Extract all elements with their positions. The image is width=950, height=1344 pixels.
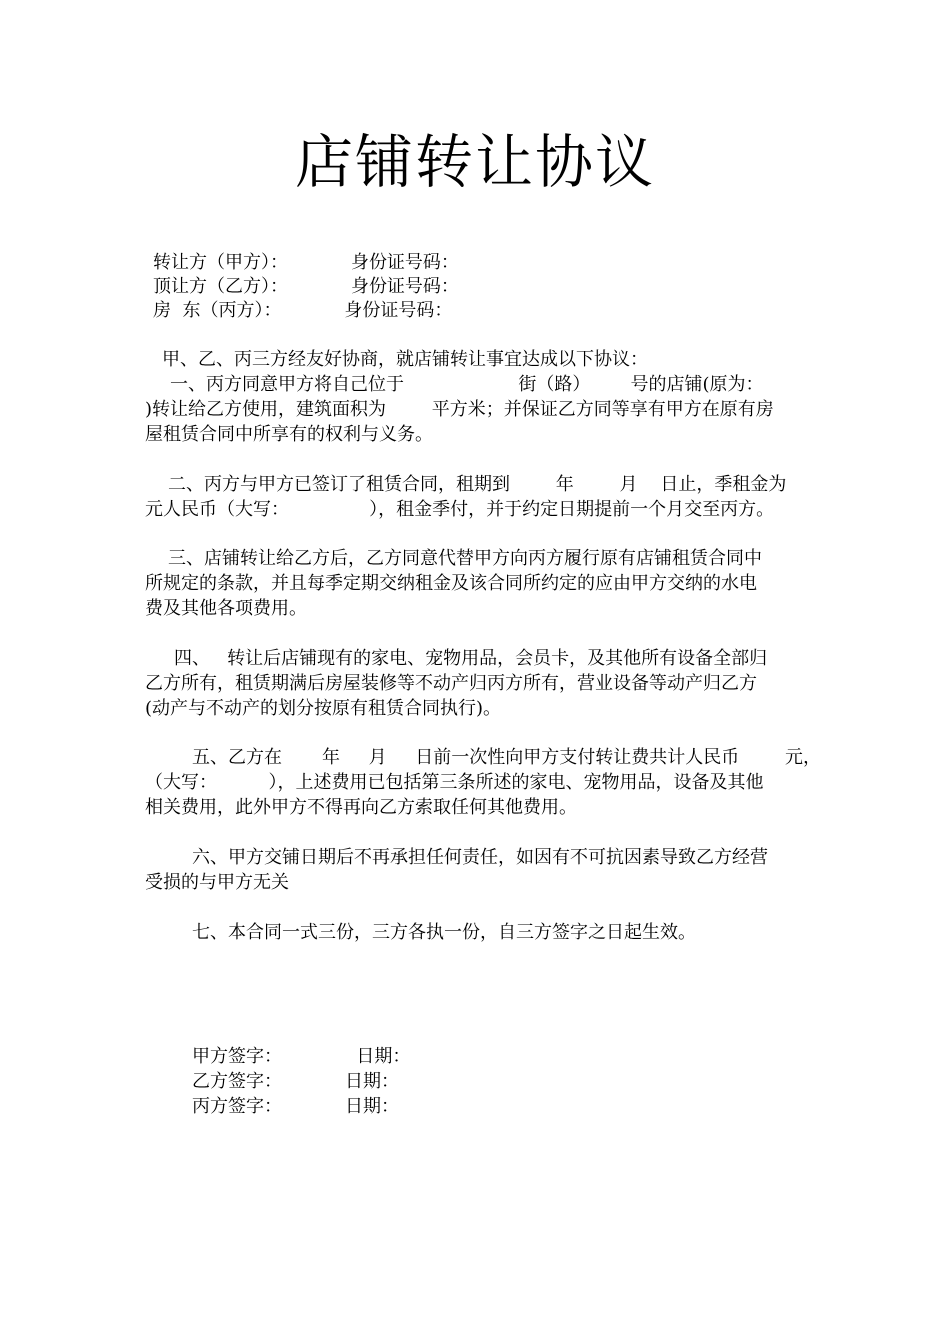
clause-1-line-3: 屋租赁合同中所享有的权利与义务。 [145, 424, 433, 445]
clause-5-line-2: （大写： ），上述费用已包括第三条所述的家电、宠物用品，设备及其他 [145, 772, 764, 793]
party-line-a: 转让方（甲方）： 身份证号码： [153, 252, 459, 273]
contract-title: 店铺转让协议 [294, 128, 655, 196]
clause-4-line-3: (动产与不动产的划分按原有租赁合同执行)。 [145, 698, 502, 719]
clause-7: 七、本合同一式三份，三方各执一份，自三方签字之日起生效。 [192, 922, 696, 943]
clause-4-line-2: 乙方所有，租赁期满后房屋装修等不动产归丙方所有，营业设备等动产归乙方 [145, 673, 757, 694]
signature-line-a: 甲方签字： 日期： [192, 1046, 411, 1067]
clause-3-line-3: 费及其他各项费用。 [145, 598, 307, 619]
clause-2-line-1: 二、丙方与甲方已签订了租赁合同，租期到 年 月 日止，季租金为 [168, 474, 787, 495]
clause-4-line-1: 四、 转让后店铺现有的家电、宠物用品，会员卡，及其他所有设备全部归 [174, 648, 768, 669]
clause-6-line-2: 受损的与甲方无关 [145, 872, 289, 893]
clause-5-line-3: 相关费用，此外甲方不得再向乙方索取任何其他费用。 [145, 797, 577, 818]
clause-6-line-1: 六、甲方交铺日期后不再承担任何责任，如因有不可抗因素导致乙方经营 [192, 847, 768, 868]
party-line-b: 顶让方（乙方）： 身份证号码： [153, 276, 459, 297]
party-line-c: 房 东（丙方）： 身份证号码： [153, 300, 453, 321]
clause-3-line-1: 三、店铺转让给乙方后，乙方同意代替甲方向丙方履行原有店铺租赁合同中 [168, 548, 762, 569]
signature-line-b: 乙方签字： 日期： [192, 1071, 399, 1092]
clause-5-line-1: 五、乙方在 年 月 日前一次性向甲方支付转让费共计人民币 元， [192, 747, 822, 768]
signature-line-c: 丙方签字： 日期： [192, 1096, 399, 1117]
clause-3-line-2: 所规定的条款，并且每季定期交纳租金及该合同所约定的应由甲方交纳的水电 [145, 573, 757, 594]
clause-2-line-2: 元人民币（大写： ），租金季付，并于约定日期提前一个月交至丙方。 [145, 499, 775, 520]
clause-1-line-2: )转让给乙方使用，建筑面积为 平方米；并保证乙方同等享有甲方在原有房 [145, 399, 774, 420]
clause-1-line-1: 一、丙方同意甲方将自己位于 街（路） 号的店铺(原为： [170, 374, 764, 395]
intro-paragraph: 甲、乙、丙三方经友好协商，就店铺转让事宜达成以下协议： [162, 349, 648, 370]
